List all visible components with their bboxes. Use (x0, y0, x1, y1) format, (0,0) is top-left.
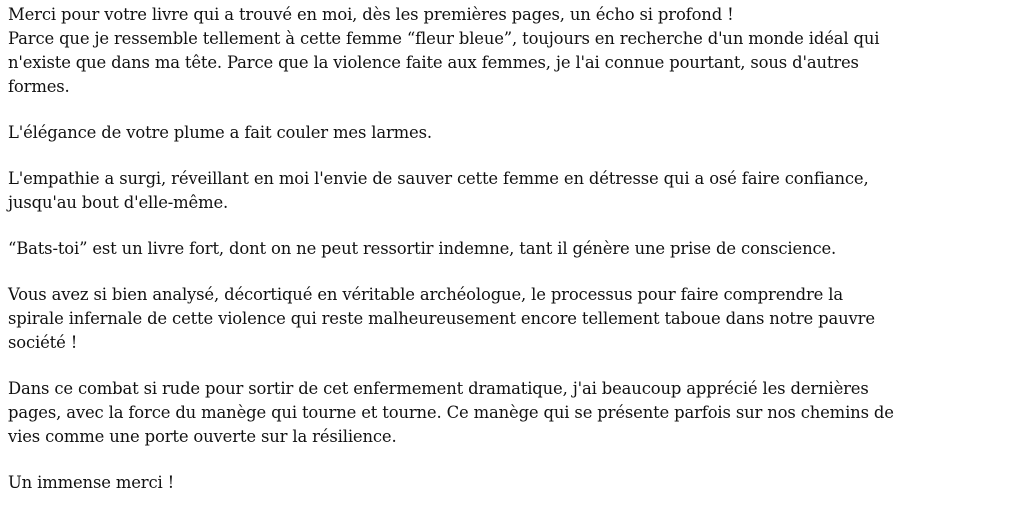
text-line: formes. (8, 77, 70, 96)
paragraph-elegance (8, 121, 1018, 145)
text-line: Merci pour votre livre qui a trouvé en moi, dès les premières pages, un écho si profond ! (8, 5, 734, 24)
letter-document (8, 3, 1018, 517)
paragraph-analysis (8, 283, 1018, 355)
paragraph-combat (8, 377, 1018, 449)
paragraph-empathy (8, 167, 1018, 215)
paragraph-closing-thanks (8, 471, 1018, 495)
text-line: L'empathie a surgi, réveillant en moi l'envie de sauver cette femme en détresse qui a osé faire confiance, (8, 169, 869, 188)
paragraph-book-title (8, 237, 1018, 261)
text-line: “Bats-toi” est un livre fort, dont on ne peut ressortir indemne, tant il génère une prise de conscience. (8, 239, 837, 258)
text-line: spirale infernale de cette violence qui reste malheureusement encore tellement taboue dans notre pauvre (8, 309, 875, 328)
text-line: Dans ce combat si rude pour sortir de cet enfermement dramatique, j'ai beaucoup apprécié les dernières (8, 379, 869, 398)
text-line: pages, avec la force du manège qui tourne et tourne. Ce manège qui se présente parfois sur nos chemins de (8, 403, 894, 422)
text-line: Parce que je ressemble tellement à cette femme “fleur bleue”, toujours en recherche d'un monde idéal qui (8, 29, 880, 48)
text-line: vies comme une porte ouverte sur la résilience. (8, 427, 397, 446)
paragraph-opening-thanks (8, 3, 1018, 99)
text-line: Vous avez si bien analysé, décortiqué en véritable archéologue, le processus pour faire comprendre la (8, 285, 844, 304)
text-line: Un immense merci ! (8, 473, 175, 492)
text-line: L'élégance de votre plume a fait couler mes larmes. (8, 123, 432, 142)
text-line: société ! (8, 333, 78, 352)
text-line: n'existe que dans ma tête. Parce que la violence faite aux femmes, je l'ai connue pourtant, sous d'autres (8, 53, 859, 72)
text-line: jusqu'au bout d'elle-même. (8, 193, 229, 212)
